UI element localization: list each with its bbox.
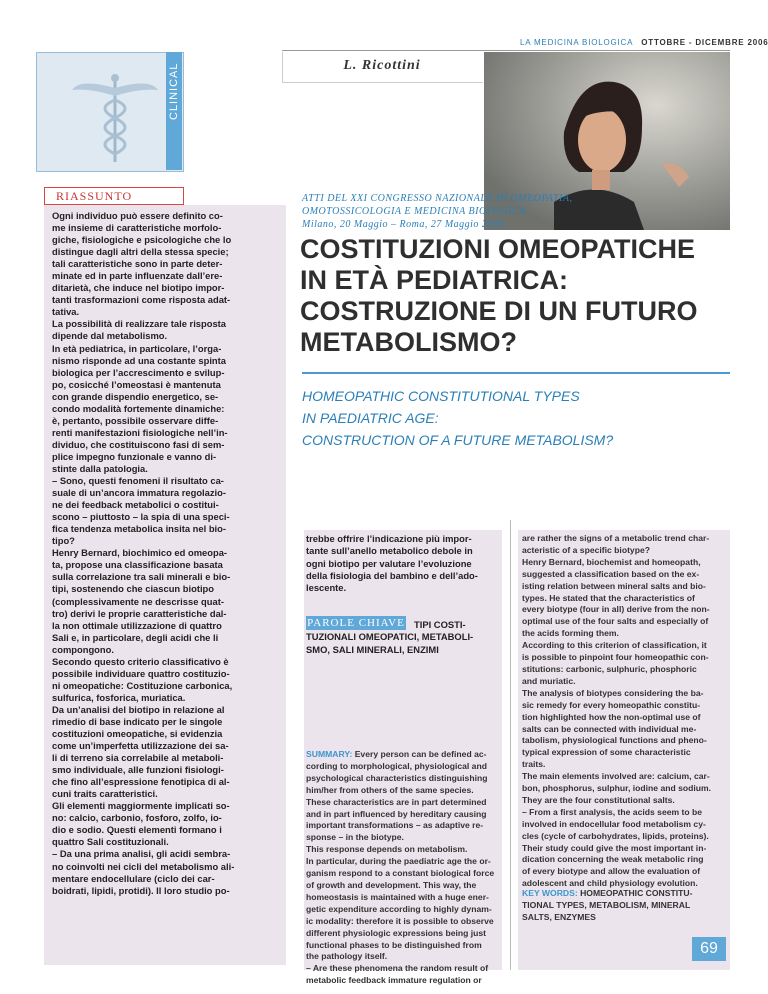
- column-3-line: adolescent and child physiology evolution.: [522, 878, 698, 889]
- column-3-line: typical expression of some characteristic: [522, 747, 691, 758]
- riassunto-line: tipi, sostenendo che ciascun biotipo: [52, 583, 214, 595]
- riassunto-line: Ogni individuo può essere definito co-: [52, 210, 223, 221]
- column-2-line: lescente.: [306, 582, 347, 594]
- subtitle-line: IN PAEDIATRIC AGE:: [302, 410, 439, 426]
- title-line: COSTRUZIONE DI UN FUTURO: [300, 296, 698, 326]
- summary-line: psychological characteristics distinguishing: [306, 772, 488, 783]
- summary-line: homeostasis is maintained with a huge ener-: [306, 891, 489, 902]
- column-3-line: acteristic of a specific biotype?: [522, 544, 650, 555]
- riassunto-line: ditarietà, che induce nel biotipo impor-: [52, 282, 225, 294]
- riassunto-line: suale di un’ancora immatura regolazio-: [52, 487, 227, 499]
- parole-chiave-label: PAROLE CHIAVE: [307, 617, 405, 629]
- riassunto-line: Gli elementi maggiormente implicati so-: [52, 800, 230, 812]
- column-3-line: of every biotype and allow the evaluation of: [522, 866, 701, 877]
- column-3-line: dication concerning the weak metabolic ring: [522, 854, 704, 865]
- riassunto-line: giche, fisiologiche e psicologiche che lo: [52, 234, 232, 246]
- riassunto-label: RIASSUNTO: [56, 189, 133, 203]
- page-number: 69: [692, 937, 726, 961]
- issue-date: OTTOBRE - DICEMBRE 2006: [641, 38, 768, 47]
- title-rule: [302, 372, 730, 374]
- congress-info: [302, 192, 722, 231]
- key-words: [522, 887, 724, 923]
- riassunto-line: biologica per l’accrescimento e svilup-: [52, 366, 225, 378]
- summary-line: ic modality: therefore it is possible to observe: [306, 915, 494, 926]
- column-3-line: – From a first analysis, the acids seem to be: [522, 806, 703, 817]
- riassunto-line: – Sono, questi fenomeni il risultato ca-: [52, 475, 224, 487]
- riassunto-line: me insieme di caratteristiche morfolo-: [52, 222, 222, 234]
- summary-line: cording to morphological, physiological and: [306, 760, 487, 771]
- riassunto-line: renti manifestazioni fisiologiche nell’in-: [52, 426, 228, 438]
- article-title: [300, 234, 730, 358]
- column-3-line: suggested a classification based on the ex-: [522, 568, 700, 579]
- riassunto-line: che fino all’espressione fenotipica di al-: [52, 776, 230, 788]
- column-3-line: They are the four constitutional salts.: [522, 794, 675, 805]
- riassunto-line: no coinvolti nei cicli del metabolismo ali-: [52, 860, 235, 872]
- summary-line: getic expenditure according to highly dynam-: [306, 903, 492, 914]
- riassunto-line: tro) derivi le proprie caratteristiche dal-: [52, 607, 227, 619]
- riassunto-line: – Da una prima analisi, gli acidi sembra-: [52, 848, 231, 860]
- riassunto-line: compongono.: [52, 643, 114, 655]
- riassunto-line: distingue dagli altri della stessa specie;: [52, 246, 229, 258]
- summary-line: the pathology itself.: [306, 951, 388, 962]
- key-words-line-text: HOMEOPATHIC CONSTITU-: [580, 888, 693, 898]
- caduceus-icon: [70, 70, 160, 165]
- riassunto-line: dividuo, che costituiscono fasi di sem-: [52, 438, 225, 450]
- riassunto-line: ne dei feedback metabolici o costitui-: [52, 499, 219, 511]
- riassunto-line: dipende dal metabolismo.: [52, 330, 168, 342]
- riassunto-line: la non ottimale utilizzazione di quattro: [52, 619, 222, 631]
- congress-line-2: OMOTOSSICOLOGIA E MEDICINA BIOLOGICA: [302, 206, 526, 217]
- riassunto-line: Sali e, in particolare, degli acidi che li: [52, 631, 219, 643]
- key-words-line: TIONAL TYPES, METABOLISM, MINERAL: [522, 900, 691, 910]
- riassunto-line: sulla correlazione tra sali minerali e bio-: [52, 571, 231, 583]
- summary-line: sponse – in the biotype.: [306, 832, 404, 843]
- column-3-line: tion highlighted how the non-optimal use of: [522, 711, 701, 722]
- riassunto-line: minate ed in parte influenzate dall’ere-: [52, 270, 223, 282]
- summary-line: and in part influenced by hereditary causing: [306, 808, 487, 819]
- riassunto-line: costituzioni omeopatiche, si evidenzia: [52, 728, 223, 740]
- column-2-line: tante sull’anello metabolico debole in: [306, 545, 473, 557]
- riassunto-line: è, pertanto, possibile osservare diffe-: [52, 414, 219, 426]
- summary-line: of growth and development. This way, the: [306, 879, 477, 890]
- riassunto-line: fica tendenza metabolica insita nel bio-: [52, 523, 226, 535]
- column-3-line: involved in endocellular food metabolism cy-: [522, 818, 706, 829]
- column-3-line: According to this criterion of classification, it: [522, 640, 707, 651]
- column-3-line: is possible to pinpoint four homeopathic con-: [522, 652, 709, 663]
- title-line: METABOLISMO?: [300, 327, 517, 357]
- key-words-line: [522, 887, 724, 899]
- riassunto-text: [52, 210, 282, 897]
- riassunto-line: tali caratteristiche sono in parte deter-: [52, 258, 223, 270]
- riassunto-line: po, cosicché l’omeostasi è mantenuta: [52, 378, 221, 390]
- riassunto-line: condo modalità fortemente dinamiche:: [52, 402, 225, 414]
- summary-line: different physiologic expressions being just: [306, 927, 487, 938]
- summary-line: important transformations – as adaptive re-: [306, 820, 484, 831]
- summary-line: functional phases to be distinguished from: [306, 939, 482, 950]
- riassunto-line: mentare endocellulare (ciclo dei car-: [52, 872, 215, 884]
- riassunto-line: nismo risponde ad una costante spinta: [52, 354, 226, 366]
- article-subtitle: [302, 385, 732, 451]
- riassunto-line: dio e sodio. Questi elementi formano i: [52, 824, 222, 836]
- summary-line: – Are these phenomena the random result of: [306, 963, 489, 974]
- column-2-line: ogni biotipo per valutare l’evoluzione: [306, 557, 472, 569]
- column-3-line: Henry Bernard, biochemist and homeopath,: [522, 556, 701, 567]
- title-line: COSTITUZIONI OMEOPATICHE: [300, 234, 695, 264]
- column-3-line: isting relation between mineral salts and bio-: [522, 580, 706, 591]
- riassunto-line: sulfurica, fosforica, muriatica.: [52, 691, 186, 703]
- column-3-line: every biotype (four in all) derive from the non-: [522, 604, 710, 615]
- riassunto-line: Secondo questo criterio classificativo è: [52, 655, 229, 667]
- riassunto-line: con grande dispendio energetico, se-: [52, 390, 219, 402]
- riassunto-line: smo individuale, alle funzioni fisiologi-: [52, 764, 224, 776]
- summary-line: In particular, during the paediatric age the or-: [306, 856, 491, 867]
- summary-continued: [522, 533, 724, 890]
- column-3-line: sic remedy for every homeopathic constitu-: [522, 699, 701, 710]
- riassunto-line: no: calcio, carbonio, fosforo, zolfo, io-: [52, 812, 222, 824]
- column-3-line: traits.: [522, 759, 546, 770]
- riassunto-line: tativa.: [52, 306, 80, 318]
- parole-chiave-line: SMO, SALI MINERALI, ENZIMI: [306, 643, 439, 655]
- riassunto-line: tanti trasformazioni come risposta adat-: [52, 294, 231, 306]
- congress-line-3: Milano, 20 Maggio – Roma, 27 Maggio 2006: [302, 219, 504, 230]
- running-header: [520, 38, 768, 47]
- parole-chiave-line: TUZIONALI OMEOPATICI, METABOLI-: [306, 631, 474, 643]
- riassunto-line: ta, propose una classificazione basata: [52, 559, 223, 571]
- column-3-line: salts can be connected with individual me-: [522, 723, 697, 734]
- clinical-tab-label: CLINICAL: [168, 62, 180, 120]
- summary-line: ganism respond to a constant biological force: [306, 868, 495, 879]
- column-3-line: optimal use of the four salts and especially of: [522, 616, 709, 627]
- column-3-line: tabolism, physiological functions and pheno-: [522, 735, 707, 746]
- key-words-label: KEY WORDS:: [522, 888, 581, 898]
- subtitle-line: CONSTRUCTION OF A FUTURE METABOLISM?: [302, 432, 614, 448]
- parole-chiave-line: TIPI COSTI-: [414, 619, 466, 630]
- summary-label: SUMMARY:: [306, 749, 355, 759]
- column-3-line: Their study could give the most important in-: [522, 842, 707, 853]
- summary-text: [306, 749, 500, 987]
- summary-line: This response depends on metabolism.: [306, 844, 468, 855]
- column-3-line: The main elements involved are: calcium, car-: [522, 771, 710, 782]
- riassunto-line: boidrati, lipidi, protidi). Il loro studio po-: [52, 884, 230, 896]
- column-3-line: types. He stated that the characteristics of: [522, 592, 695, 603]
- column-3-line: The analysis of biotypes considering the ba-: [522, 687, 704, 698]
- top-rule: [282, 50, 730, 51]
- column-3-line: cles (cycle of carbohydrates, lipids, proteins).: [522, 830, 709, 841]
- riassunto-line: rimedio di base indicato per le singole: [52, 715, 223, 727]
- riassunto-line: come un’imperfetta utilizzazione dei sa-: [52, 740, 229, 752]
- summary-line: These characteristics are in part determined: [306, 796, 487, 807]
- riassunto-line: (complessivamente ne descrisse quat-: [52, 595, 224, 607]
- title-line: IN ETÀ PEDIATRICA:: [300, 265, 568, 295]
- column-separator: [510, 520, 511, 970]
- summary-line: him/her from others of the same species.: [306, 784, 474, 795]
- riassunto-line: quattro Sali costituzionali.: [52, 836, 169, 848]
- summary-line-text: Every person can be defined ac-: [354, 749, 487, 759]
- key-words-line: SALTS, ENZYMES: [522, 912, 596, 922]
- riassunto-line: tipo?: [52, 535, 75, 547]
- riassunto-continued: [306, 533, 500, 594]
- column-3-line: bon, phosphorus, sulphur, iodine and sodium.: [522, 783, 712, 794]
- column-3-line: the acids forming them.: [522, 628, 619, 639]
- riassunto-line: Henry Bernard, biochimico ed omeopa-: [52, 547, 228, 559]
- congress-line-1: ATTI DEL XXI CONGRESSO NAZIONALE DI OMEOPATIA,: [302, 193, 573, 204]
- summary-line: metabolic feedback immature regulation or: [306, 975, 482, 986]
- summary-line: [306, 749, 500, 761]
- riassunto-line: La possibilità di realizzare tale risposta: [52, 318, 227, 330]
- riassunto-line: In età pediatrica, in particolare, l’orga-: [52, 342, 222, 354]
- subtitle-line: HOMEOPATHIC CONSTITUTIONAL TYPES: [302, 388, 580, 404]
- riassunto-line: plice impegno funzionale e vanno di-: [52, 450, 217, 462]
- riassunto-line: Da un’analisi del biotipo in relazione al: [52, 703, 225, 715]
- column-3-line: stitutions: carbonic, sulphuric, phosphoric: [522, 663, 697, 674]
- riassunto-line: stinte dalla patologia.: [52, 462, 148, 474]
- column-2-line: della fisiologia del bambino e dell’ado-: [306, 569, 478, 581]
- riassunto-line: possibile individuare quattro costituzio-: [52, 667, 230, 679]
- column-3-line: and muriatic.: [522, 675, 576, 686]
- riassunto-line: scono – piuttosto – la spia di una speci-: [52, 511, 230, 523]
- journal-name: LA MEDICINA BIOLOGICA: [520, 38, 634, 47]
- author-name: L. Ricottini: [343, 58, 421, 73]
- column-2-line: trebbe offrire l’indicazione più impor-: [306, 533, 472, 544]
- riassunto-line: ni omeopatiche: Costituzione carbonica,: [52, 679, 233, 691]
- column-3-line: are rather the signs of a metabolic trend char-: [522, 533, 710, 543]
- riassunto-line: cuni traits caratteristici.: [52, 788, 158, 800]
- parole-chiave-text: [306, 619, 500, 656]
- riassunto-line: li di terreno sia correlabile al metaboli-: [52, 752, 224, 764]
